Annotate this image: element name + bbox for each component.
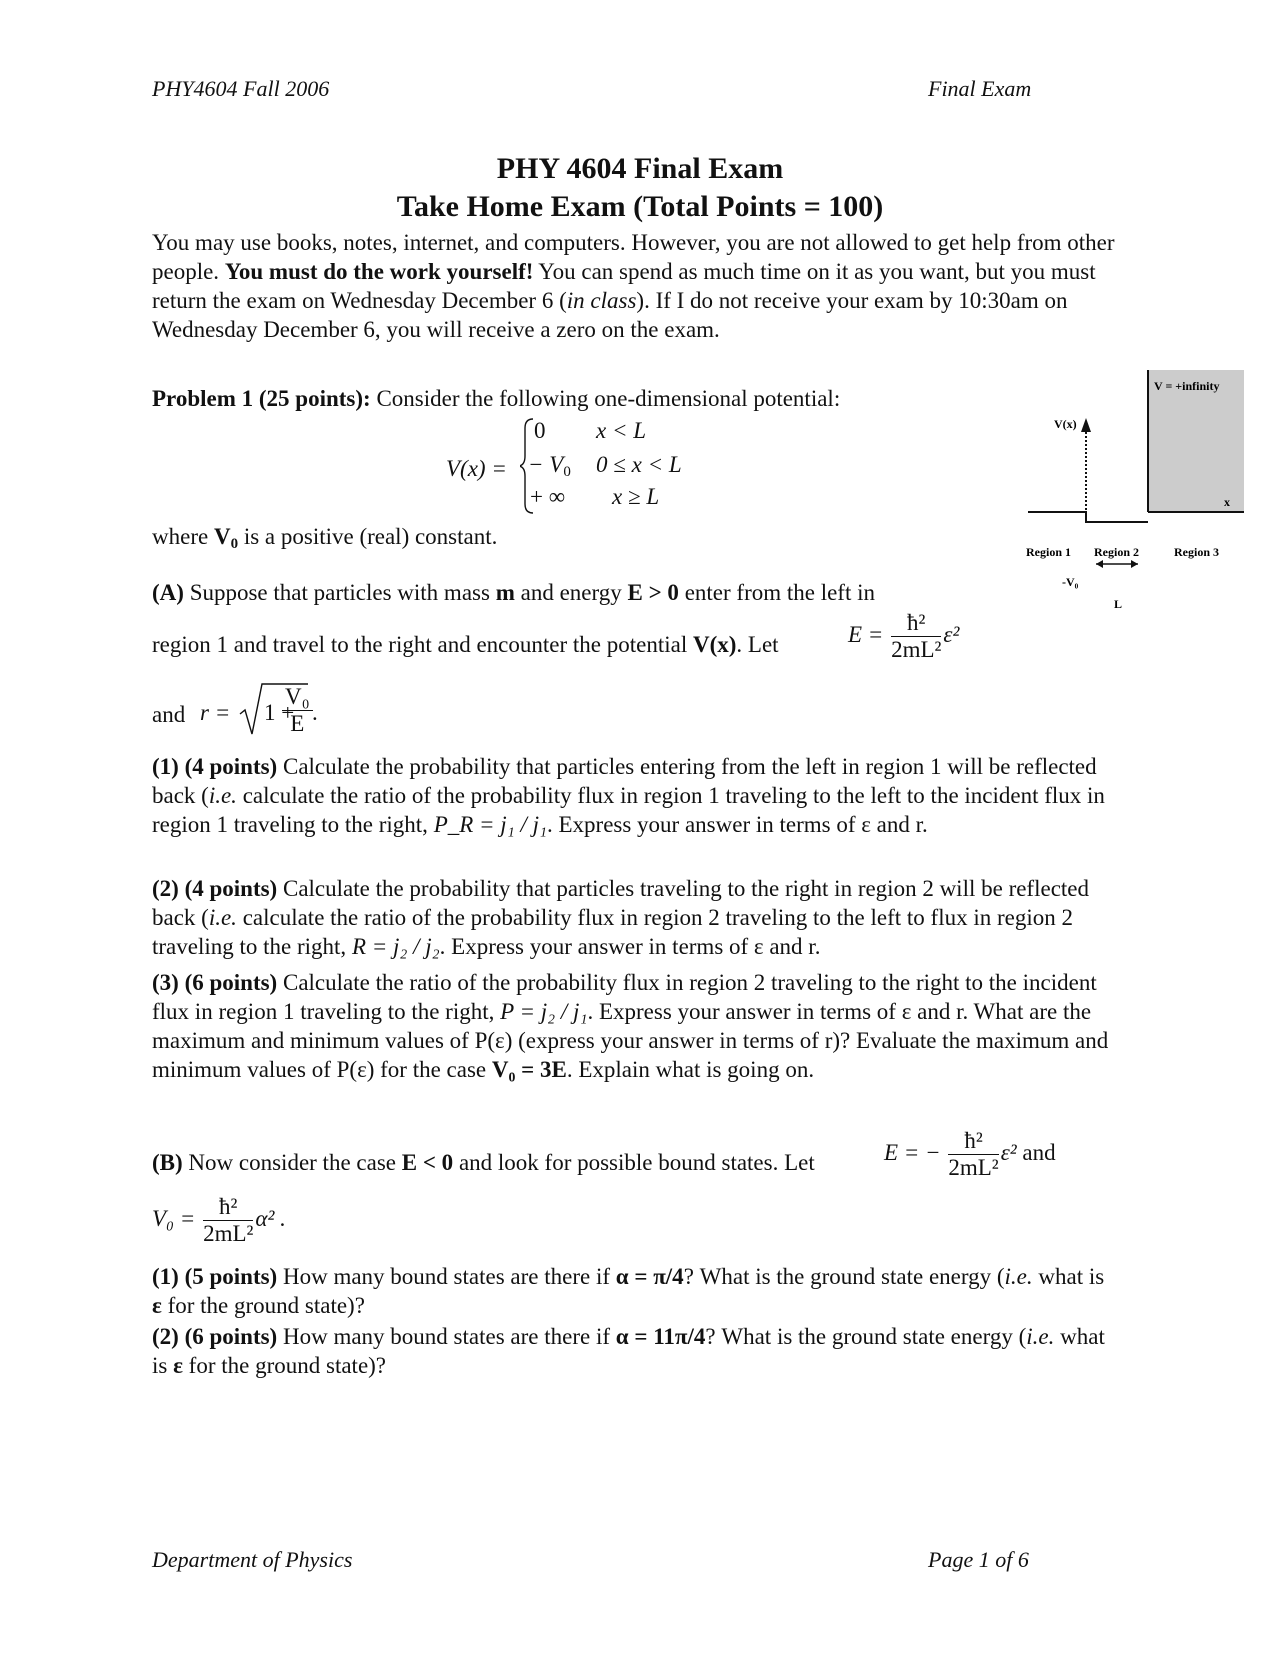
b1-alpha: α = π/4 [615, 1264, 684, 1289]
l-label: L [1114, 597, 1123, 611]
page-subtitle: Take Home Exam (Total Points = 100) [396, 190, 884, 223]
b2-eps: ε [173, 1353, 183, 1378]
q3-text: . Express your answer in terms of ε and r. What are the maximum and minimum values of P(ε) (express your answer in terms of r)? Evaluate the maximum and minimum values of P(ε) for the case [152, 999, 1109, 1082]
partB-q2 [152, 1322, 1112, 1380]
page-title: PHY 4604 Final Exam [496, 152, 784, 185]
q3-bold: V₀ = 3E [491, 1057, 567, 1082]
q2-text: calculate the ratio of the probability flux in region 2 traveling to the left to flux in region 2 traveling to the right, [152, 905, 1074, 959]
q1-label: (1) (4 points) [152, 754, 278, 779]
b1-ie: i.e. [1004, 1264, 1033, 1289]
partB-text: and look for possible bound states. Let [453, 1150, 815, 1175]
v-axis-arrow [1081, 418, 1091, 432]
case2-subscript: 0 [563, 464, 571, 480]
intro-paragraph [152, 228, 1122, 344]
r-radicand: 1 + [264, 700, 295, 725]
header-course: PHY4604 Fall 2006 [152, 76, 330, 101]
where-v: V [213, 524, 231, 549]
b2-text: what is [152, 1324, 1105, 1378]
q2-text: Calculate the probability that particles traveling to the right in region 2 will be reflected back ( [152, 876, 1089, 930]
eqB-tail: ε² [1000, 1139, 1017, 1165]
v-label: V(x) [1054, 417, 1077, 431]
q3-eq-text: P = j₂ / j₁ [500, 999, 588, 1024]
energy-equation-A [848, 610, 959, 663]
partA-q3 [152, 968, 1112, 1084]
intro-text: You can spend as much time on it as you want, but you must return the exam on Wednesday December 6 ( [152, 259, 1096, 313]
eqV-tail: α² . [255, 1205, 286, 1231]
q1-text: calculate the ratio of the probability flux in region 1 traveling to the left to the incident flux in region 1 traveling to the right, [152, 783, 1105, 837]
case2-value [528, 452, 571, 481]
intro-italic: in class [566, 288, 637, 313]
potential-lhs [446, 456, 507, 482]
energy-equation-B [884, 1128, 1056, 1181]
l-arrow-left [1096, 560, 1103, 568]
case2-condition-text: 0 ≤ x < L [596, 452, 682, 477]
potential-diagram [1018, 360, 1248, 620]
b2-ie: i.e. [1026, 1324, 1055, 1349]
q2-text: . Express your answer in terms of ε and r. [439, 934, 821, 959]
potential-curve [1028, 512, 1148, 522]
case3-condition-text: x ≥ L [612, 484, 660, 509]
q2-ie: i.e. [208, 905, 237, 930]
partB-text: Now consider the case [182, 1150, 402, 1175]
intro-text: ). If I do not receive your exam by 10:30am on Wednesday December 6, you will receive a zero on the exam. [152, 288, 1068, 342]
partA-line1 [152, 578, 875, 607]
partA-text: . Let [736, 632, 779, 657]
q1-text: Calculate the probability that particles entering from the left in region 1 will be reflected back ( [152, 754, 1097, 808]
q1-text: . Express your answer in terms of ε and r. [546, 812, 928, 837]
partA-text: region 1 and travel to the right and encounter the potential [152, 632, 693, 657]
where-text: is a positive (real) constant. [238, 524, 498, 549]
partA-label: (A) [152, 580, 184, 605]
case1-condition [596, 418, 646, 444]
partB-energy-condition: E < 0 [401, 1150, 454, 1175]
partA-potential: V(x) [692, 632, 737, 657]
v0-label: -V₀ [1062, 575, 1079, 589]
infinity-label: V = +infinity [1154, 379, 1220, 393]
q3-text: . Explain what is going on. [566, 1057, 815, 1082]
r-definition-and: and [152, 702, 186, 727]
q1-equation [434, 812, 547, 837]
eq-fraction [891, 610, 941, 663]
footer-department: Department of Physics [152, 1547, 353, 1572]
partB-line1 [152, 1148, 815, 1177]
q1-eq-text: P_R = j₁ / j₁ [433, 812, 547, 837]
region1-label: Region 1 [1026, 545, 1071, 559]
b1-text: for the ground state)? [161, 1293, 365, 1318]
partA-q1 [152, 752, 1112, 839]
partB-and: and [1016, 1139, 1056, 1165]
eq-num: ħ² [891, 610, 941, 637]
r-tail: . [312, 700, 318, 725]
eqB-den: 2mL² [948, 1155, 999, 1180]
intro-text: You may use books, notes, internet, and computers. However, you are not allowed to get help from other people. [152, 230, 1115, 284]
partA-text: enter from the left in [678, 580, 875, 605]
q3-text: Calculate the ratio of the probability flux in region 2 traveling to the right to the incident flux in region 1 traveling to the right, [152, 970, 1097, 1024]
b2-label: (2) (6 points) [152, 1324, 278, 1349]
b1-text: ? What is the ground state energy ( [683, 1264, 1005, 1289]
r-num: V₀ [282, 684, 313, 711]
eqV-num: ħ² [203, 1194, 253, 1221]
eqB-num: ħ² [948, 1128, 998, 1155]
partB-q1 [152, 1262, 1112, 1320]
partA-mass: m [495, 580, 515, 605]
b2-text: How many bound states are there if [277, 1324, 616, 1349]
where-v-sub: 0 [230, 536, 239, 552]
case1-condition-text: x < L [596, 418, 647, 443]
partA-q2 [152, 874, 1112, 961]
where-v0 [152, 522, 497, 559]
q2-eq-text: R = j₂ / j₂ [351, 934, 440, 959]
eqV-lhs: V₀ = [152, 1205, 196, 1231]
r-lhs [200, 700, 230, 726]
case2-condition [596, 452, 682, 478]
case3-condition [612, 484, 659, 510]
partA-text: and energy [514, 580, 628, 605]
r-fraction [280, 684, 315, 737]
region3-label: Region 3 [1174, 545, 1219, 559]
partA-energy-condition: E > 0 [627, 580, 679, 605]
q1-ie: i.e. [208, 783, 237, 808]
header-exam: Final Exam [928, 76, 1032, 101]
r-frac [282, 684, 313, 737]
eqB-fraction [948, 1128, 998, 1181]
partA-line2 [152, 630, 779, 659]
partB-label: (B) [152, 1150, 183, 1175]
b2-text: for the ground state)? [182, 1353, 387, 1378]
q3-equation [500, 999, 587, 1024]
b1-text: what is [1032, 1264, 1105, 1289]
l-arrow-right [1131, 560, 1138, 568]
b1-text: How many bound states are there if [277, 1264, 616, 1289]
b2-text: ? What is the ground state energy ( [705, 1324, 1027, 1349]
case1-value: 0 [534, 418, 546, 443]
r-den: E [290, 711, 305, 736]
partA-text: Suppose that particles with mass [183, 580, 496, 605]
region2-label: Region 2 [1094, 545, 1139, 559]
q2-equation [352, 934, 440, 959]
problem1-text: Consider the following one-dimensional potential: [370, 386, 841, 411]
footer-page-number: Page 1 of 6 [928, 1547, 1029, 1572]
q3-label: (3) (6 points) [152, 970, 278, 995]
intro-bold: You must do the work yourself! [224, 259, 534, 284]
where-text: where [152, 524, 214, 549]
eq-lhs: E = [848, 621, 884, 647]
eqV-den: 2mL² [203, 1221, 254, 1246]
case3-value: + ∞ [530, 484, 566, 509]
eqV-fraction [203, 1194, 253, 1247]
b2-alpha: α = 11π/4 [615, 1324, 706, 1349]
eq-den: 2mL² [891, 637, 942, 662]
problem1-heading [152, 384, 840, 413]
eqB-lhs: E = − [884, 1139, 941, 1165]
r-lhs-text: r = [200, 700, 231, 725]
problem1-label: Problem 1 (25 points): [152, 386, 371, 411]
x-label: x [1224, 495, 1230, 509]
eq-tail: ε² [943, 621, 960, 647]
v0-equation [152, 1194, 286, 1247]
case2-value-text: − V [528, 452, 564, 477]
b1-eps: ε [152, 1293, 162, 1318]
q2-label: (2) (4 points) [152, 876, 278, 901]
potential-lhs-text: V(x) = [446, 456, 507, 481]
b1-label: (1) (5 points) [152, 1264, 278, 1289]
